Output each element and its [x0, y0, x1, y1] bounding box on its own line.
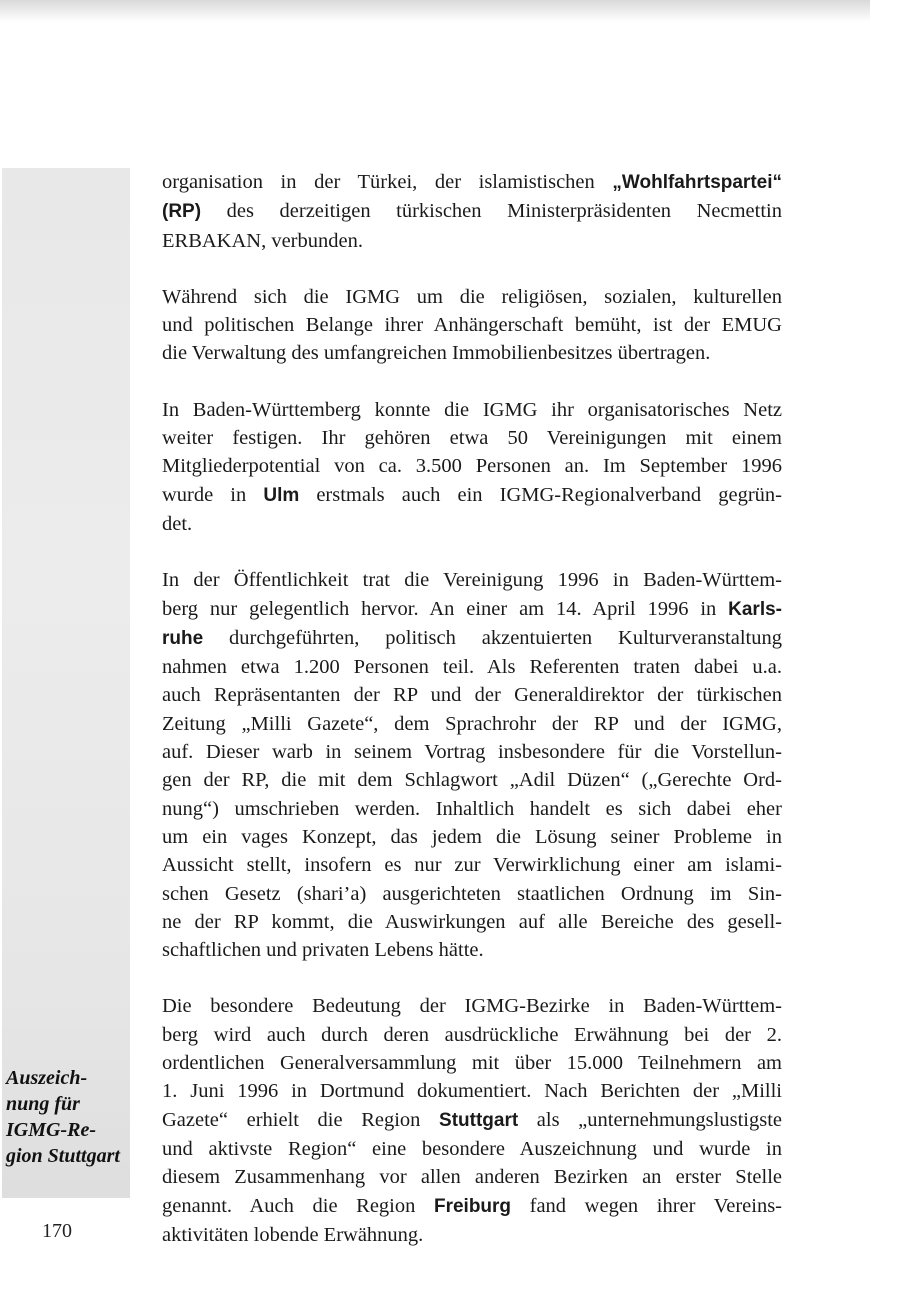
text-segment: erstmals auch ein IGMG-Regionalverband gegrün-: [299, 483, 782, 506]
paragraph: [162, 396, 782, 538]
text-line: [162, 1192, 782, 1221]
bold-term: Stuttgart: [439, 1109, 519, 1131]
paragraph: [162, 168, 782, 255]
text-segment: ne der RP kommt, die Auswirkungen auf alle Bereiche des gesell-: [162, 910, 782, 933]
body-text: [162, 168, 782, 1277]
text-segment: aktivitäten lobende Erwähnung.: [162, 1223, 424, 1246]
text-line: [162, 168, 782, 197]
text-segment: auch Repräsentanten der RP und der Generaldirektor der türkischen: [162, 684, 782, 707]
text-segment: ERBAKAN, verbunden.: [162, 229, 363, 252]
text-segment: um ein vages Konzept, das jedem die Lösung seiner Probleme in: [162, 825, 782, 848]
margin-sidebar: [2, 168, 130, 1198]
text-segment: Zeitung „Milli Gazete“, dem Sprachrohr der RP und der IGMG,: [162, 712, 782, 735]
text-segment: die Verwaltung des umfangreichen Immobilienbesitzes übertragen.: [162, 342, 711, 365]
margin-note-line: gion Stuttgart: [6, 1145, 120, 1167]
text-line: [162, 452, 782, 480]
text-line: [162, 653, 782, 681]
text-segment: schen Gesetz (shari’a) ausgerichteten staatlichen Ordnung im Sin-: [162, 882, 782, 905]
text-segment: weiter festigen. Ihr gehören etwa 50 Vereinigungen mit einem: [162, 427, 782, 450]
text-line: [162, 311, 782, 339]
text-line: [162, 766, 782, 794]
margin-note: [6, 1065, 126, 1169]
text-segment: genannt. Auch die Region: [162, 1194, 434, 1217]
text-segment: wurde in: [162, 483, 264, 506]
text-line: [162, 1021, 782, 1049]
bold-term: Karls-: [728, 598, 782, 620]
text-line: [162, 510, 782, 538]
text-segment: ordentlichen Generalversammlung mit über 15.000 Teilnehmern am: [162, 1052, 782, 1075]
bold-term: ruhe: [162, 627, 204, 649]
page-number: 170: [42, 1220, 72, 1242]
text-segment: organisation in der Türkei, der islamistischen: [162, 171, 613, 193]
text-segment: Gazete“ erhielt die Region: [162, 1108, 440, 1131]
margin-note-line: Auszeich-: [6, 1067, 88, 1089]
text-segment: des derzeitigen türkischen Ministerpräsidenten Necmettin: [201, 200, 782, 223]
text-segment: nahmen etwa 1.200 Personen teil. Als Referenten traten dabei u.a.: [162, 656, 782, 679]
text-line: [162, 396, 782, 424]
margin-note-line: nung für: [6, 1093, 80, 1115]
paragraph: [162, 283, 782, 368]
text-line: [162, 424, 782, 452]
text-line: [162, 566, 782, 594]
text-segment: und aktivste Region“ eine besondere Auszeichnung und wurde in: [162, 1137, 782, 1160]
text-segment: durchgeführten, politisch akzentuierten Kulturveranstaltung: [203, 626, 782, 649]
text-line: [162, 992, 782, 1020]
text-line: [162, 681, 782, 709]
text-segment: gen der RP, die mit dem Schlagwort „Adil Düzen“ („Gerechte Ord-: [162, 769, 782, 792]
text-segment: diesem Zusammenhang vor allen anderen Bezirken an erster Stelle: [162, 1166, 782, 1189]
text-line: [162, 339, 782, 367]
text-segment: Die besondere Bedeutung der IGMG-Bezirke in Baden-Württem-: [162, 995, 782, 1018]
text-line: [162, 1163, 782, 1191]
text-segment: 1. Juni 1996 in Dortmund dokumentiert. Nach Berichten der „Milli: [162, 1080, 782, 1103]
text-line: [162, 595, 782, 624]
text-segment: In der Öffentlichkeit trat die Vereinigung 1996 in Baden-Württem-: [162, 569, 782, 592]
text-line: [162, 1221, 782, 1249]
text-line: [162, 823, 782, 851]
text-segment: det.: [162, 512, 193, 535]
text-segment: als „unternehmungslustigste: [518, 1108, 782, 1131]
text-line: [162, 795, 782, 823]
text-segment: berg nur gelegentlich hervor. An einer am 14. April 1996 in: [162, 597, 729, 620]
text-line: [162, 1135, 782, 1163]
bold-term: Freiburg: [433, 1195, 512, 1217]
text-line: [162, 1106, 782, 1135]
text-segment: In Baden-Württemberg konnte die IGMG ihr organisatorisches Netz: [162, 398, 782, 421]
text-line: [162, 936, 782, 964]
text-line: [162, 1049, 782, 1077]
paragraph: [162, 566, 782, 964]
text-segment: nung“) umschrieben werden. Inhaltlich handelt es sich dabei eher: [162, 797, 782, 820]
bold-term: (RP): [162, 201, 202, 223]
text-segment: Mitgliederpotential von ca. 3.500 Personen an. Im September 1996: [162, 455, 782, 478]
text-line: [162, 738, 782, 766]
text-segment: berg wird auch durch deren ausdrückliche Erwähnung bei der 2.: [162, 1023, 782, 1046]
text-segment: Aussicht stellt, insofern es nur zur Verwirklichung einer am islami-: [162, 854, 782, 877]
scan-top-shadow: [0, 0, 870, 22]
text-segment: auf. Dieser warb in seinem Vortrag insbesondere für die Vorstellun-: [162, 741, 782, 764]
text-line: [162, 197, 782, 226]
bold-term: Ulm: [263, 484, 300, 506]
text-line: [162, 710, 782, 738]
text-line: [162, 624, 782, 653]
text-line: [162, 283, 782, 311]
text-segment: Während sich die IGMG um die religiösen, sozialen, kulturellen: [162, 285, 782, 308]
paragraph: [162, 992, 782, 1249]
text-line: [162, 880, 782, 908]
margin-note-line: IGMG-Re-: [6, 1119, 96, 1141]
text-line: [162, 481, 782, 510]
text-segment: fand wegen ihrer Vereins-: [511, 1194, 782, 1217]
bold-term: „Wohlfahrtspartei“: [612, 172, 782, 193]
text-segment: schaftlichen und privaten Lebens hätte.: [162, 939, 484, 962]
text-line: [162, 851, 782, 879]
text-segment: und politischen Belange ihrer Anhängerschaft bemüht, ist der EMUG: [162, 314, 782, 337]
text-line: [162, 908, 782, 936]
text-line: [162, 227, 782, 255]
text-line: [162, 1077, 782, 1105]
